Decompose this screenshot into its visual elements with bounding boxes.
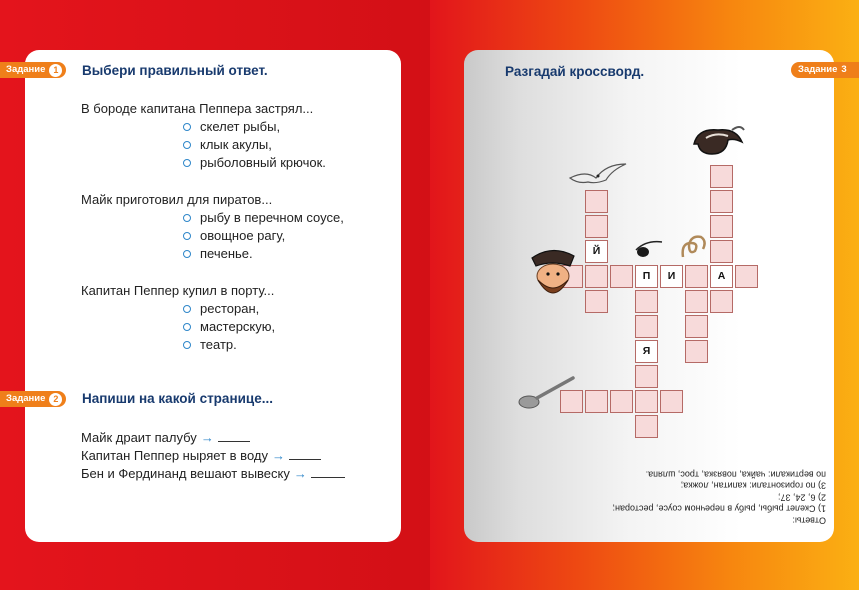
crossword-cell[interactable] (685, 340, 708, 363)
crossword-cell[interactable] (735, 265, 758, 288)
task-1-tag (0, 62, 66, 78)
crossword-cell[interactable] (635, 415, 658, 438)
crossword-cell[interactable] (585, 215, 608, 238)
radio-circle-icon[interactable] (183, 323, 191, 331)
task-2-line-1: Майк драит палубу → (81, 429, 250, 445)
question-1-text: В бороде капитана Пеппера застрял... (81, 101, 314, 116)
question-2-option-1[interactable]: рыбу в перечном соусе, (183, 210, 344, 225)
answers-line: по вертикали: чайка, повязка, трос, шляпа. (645, 469, 826, 480)
crossword-cell[interactable] (585, 390, 608, 413)
task-tag-number: 1 (49, 64, 62, 77)
answers-line: 1) Скелет рыбы, рыбу в перечном соусе, ресторан; (612, 504, 826, 514)
crossword-cell[interactable] (710, 165, 733, 188)
question-3-text: Капитан Пеппер купил в порту... (81, 283, 275, 298)
task-2-line-2: Капитан Пеппер ныряет в воду → (81, 447, 321, 463)
crossword-cell[interactable] (610, 265, 633, 288)
page-number-blank[interactable] (311, 465, 345, 478)
page-number-blank[interactable] (289, 447, 321, 460)
crossword-cell[interactable] (635, 365, 658, 388)
crossword-cell[interactable] (685, 265, 708, 288)
crossword-letter[interactable]: Й (585, 240, 608, 263)
crossword-letter[interactable]: П (635, 265, 658, 288)
crossword-cell[interactable] (685, 290, 708, 313)
arrow-right-icon: → (293, 466, 307, 481)
crossword-cell[interactable] (585, 290, 608, 313)
radio-circle-icon[interactable] (183, 159, 191, 167)
task-1-title: Выбери правильный ответ. (82, 63, 268, 78)
answers-line: 2) 6, 24, 37; (777, 492, 826, 503)
task-2-title: Напиши на какой странице... (82, 391, 273, 406)
question-1-option-3[interactable]: рыболовный крючок. (183, 155, 326, 170)
question-2-option-2[interactable]: овощное рагу, (183, 228, 285, 243)
question-3-option-3[interactable]: театр. (183, 337, 237, 352)
task-tag-label: Задание (798, 64, 838, 75)
arrow-right-icon: → (271, 448, 285, 463)
radio-circle-icon[interactable] (183, 214, 191, 222)
answers-title: Ответы: (792, 515, 826, 526)
crossword-cell[interactable] (710, 190, 733, 213)
spoon-icon (517, 374, 575, 412)
task-tag-number: 3 (841, 64, 847, 75)
arrow-right-icon: → (200, 430, 214, 445)
rope-icon (679, 233, 709, 261)
question-2-text: Майк приготовил для пиратов... (81, 192, 273, 207)
radio-circle-icon[interactable] (183, 341, 191, 349)
task-2-tag (0, 391, 66, 407)
question-3-option-2[interactable]: мастерскую, (183, 319, 275, 334)
page-number-blank[interactable] (218, 429, 250, 442)
crossword-cell[interactable] (710, 240, 733, 263)
question-1-option-2[interactable]: клык акулы, (183, 137, 272, 152)
crossword-cell[interactable] (660, 390, 683, 413)
question-2-option-3[interactable]: печенье. (183, 246, 253, 261)
question-3-option-1[interactable]: ресторан, (183, 301, 259, 316)
task-3-tag (791, 62, 859, 78)
task-tag-label: Задание (6, 64, 46, 75)
crossword-cell[interactable] (685, 315, 708, 338)
crossword-cell[interactable] (585, 265, 608, 288)
eye-patch-icon (634, 236, 664, 260)
task-tag-number: 2 (49, 393, 62, 406)
crossword-cell[interactable] (635, 290, 658, 313)
radio-circle-icon[interactable] (183, 123, 191, 131)
question-1-option-1[interactable]: скелет рыбы, (183, 119, 280, 134)
answers-block (598, 468, 826, 526)
crossword-letter[interactable]: Я (635, 340, 658, 363)
radio-circle-icon[interactable] (183, 305, 191, 313)
crossword-cell[interactable] (635, 315, 658, 338)
crossword-letter[interactable]: А (710, 265, 733, 288)
answers-line: 3) по горизонтали: капитан, ложка; (680, 481, 826, 491)
radio-circle-icon[interactable] (183, 232, 191, 240)
crossword-letter[interactable]: И (660, 265, 683, 288)
task-2-line-3: Бен и Фердинанд вешают вывеску → (81, 465, 345, 481)
pirate-hat-icon (688, 120, 748, 160)
task-3-title: Разгадай кроссворд. (505, 64, 645, 79)
seagull-icon (566, 160, 630, 186)
crossword-cell[interactable] (635, 390, 658, 413)
crossword-cell[interactable] (710, 290, 733, 313)
radio-circle-icon[interactable] (183, 250, 191, 258)
crossword-cell[interactable] (710, 215, 733, 238)
crossword-cell[interactable] (610, 390, 633, 413)
radio-circle-icon[interactable] (183, 141, 191, 149)
crossword-cell[interactable] (585, 190, 608, 213)
task-tag-label: Задание (6, 393, 46, 404)
pirate-face-icon (526, 244, 580, 302)
